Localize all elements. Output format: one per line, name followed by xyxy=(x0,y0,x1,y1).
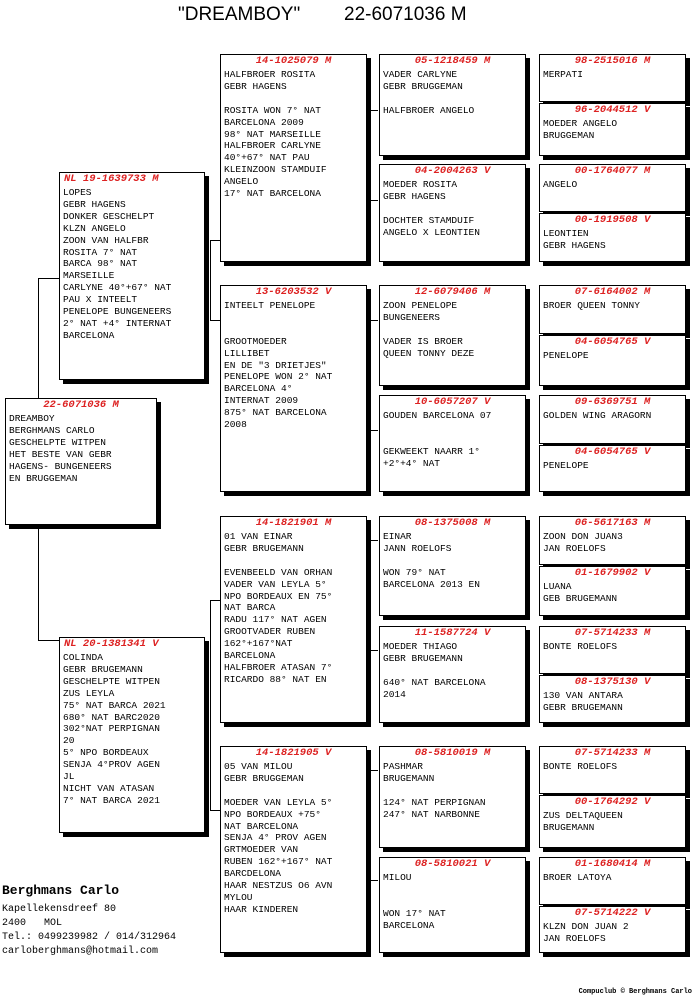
pigeon-info: VADER CARLYNE GEBR BRUGGEMAN HALFBROER ANGELO xyxy=(383,69,475,116)
pigeon-info: 05 VAN MILOU GEBR BRUGGEMAN MOEDER VAN LEYLA 5° NPO BORDEAUX +75° NAT BARCELONA SENJA 4° PROV AGEN GRTMOEDER VAN RUBEN 162°+167° NAT BARCDELONA HAAR NESTZUS O6 AVN MYLOU HAAR KINDEREN xyxy=(224,761,333,915)
ring-number: 12-6079406 M xyxy=(414,286,491,298)
pigeon-info: INTEELT PENELOPE GROOTMOEDER LILLIBET EN DE "3 DRIETJES" PENELOPE WON 2° NAT BARCELONA 4° INTERNAT 2009 875° NAT BARCELONA 2008 xyxy=(224,300,333,431)
ring-number: 96-2044512 V xyxy=(574,104,651,116)
connector-line xyxy=(368,200,378,201)
ancestor-card xyxy=(539,746,686,794)
pigeon-info: MOEDER ROSITA GEBR HAGENS DOCHTER STAMDUIF ANGELO X LEONTIEN xyxy=(383,179,480,238)
ancestor-card xyxy=(539,395,686,444)
pigeon-info: MOEDER ANGELO BRUGGEMAN xyxy=(543,118,618,141)
pigeon-info: KLZN DON JUAN 2 JAN ROELOFS xyxy=(543,921,629,944)
ring-number: 07-5714233 M xyxy=(574,747,651,759)
owner-street: Kapellekensdreef 80 xyxy=(2,904,117,915)
connector-line xyxy=(38,524,39,641)
connector-line xyxy=(368,880,378,881)
ancestor-card xyxy=(539,516,686,565)
great-grandparent-card xyxy=(379,626,526,723)
ring-number: 98-2515016 M xyxy=(574,55,651,67)
ring-number: 08-5810019 M xyxy=(414,747,491,759)
ring-number: 05-1218459 M xyxy=(414,55,491,67)
pigeon-info: ANGELO xyxy=(543,179,578,190)
pigeon-info: PENELOPE xyxy=(543,350,589,361)
ring-number: 01-1679902 V xyxy=(574,567,651,579)
ring-number: NL 20-1381341 V xyxy=(64,638,159,650)
pigeon-info: BROER QUEEN TONNY xyxy=(543,300,640,311)
owner-city: 2400 MOL xyxy=(2,918,63,929)
mother-card xyxy=(59,637,205,833)
pigeon-info: LEONTIEN GEBR HAGENS xyxy=(543,228,606,251)
pigeon-info: EINAR JANN ROELOFS WON 79° NAT BARCELONA 2013 EN xyxy=(383,531,480,590)
ancestor-card xyxy=(539,335,686,386)
subject-card xyxy=(5,398,157,525)
ring-number: 07-6164002 M xyxy=(574,286,651,298)
pigeon-info: GOLDEN WING ARAGORN xyxy=(543,410,652,421)
ring-number: 14-1025079 M xyxy=(255,55,332,67)
pigeon-info: PASHMAR BRUGEMANN 124° NAT PERPIGNAN 247° NAT NARBONNE xyxy=(383,761,486,820)
connector-line xyxy=(38,278,39,399)
owner-email[interactable]: carloberghmans@hotmail.com xyxy=(2,946,159,957)
connector-line xyxy=(38,640,60,641)
father-card xyxy=(59,172,205,380)
ancestor-card xyxy=(539,857,686,905)
great-grandparent-card xyxy=(379,857,526,953)
ancestor-card xyxy=(539,54,686,102)
ring-number: 00-1919508 V xyxy=(574,214,651,226)
ancestor-card xyxy=(539,906,686,953)
connector-line xyxy=(368,110,378,111)
pigeon-info: MILOU WON 17° NAT BARCELONA xyxy=(383,872,446,931)
ancestor-card xyxy=(539,445,686,492)
ancestor-card xyxy=(539,566,686,616)
pigeon-info: BONTE ROELOFS xyxy=(543,761,618,772)
great-grandparent-card xyxy=(379,54,526,156)
pigeon-info: COLINDA GEBR BRUGEMANN GESCHELPTE WITPEN ZUS LEYLA 75° NAT BARCA 2021 680° NAT BARC2020 302°NAT PERPIGNAN 20 5° NPO BORDEAUX SENJA 4°PROV AGEN JL NICHT VAN ATASAN 7° NAT BARCA 2021 xyxy=(63,652,166,806)
grandparent-card xyxy=(220,746,367,953)
grandparent-card xyxy=(220,54,367,262)
pigeon-info: GOUDEN BARCELONA 07 GEKWEEKT NAARR 1° +2°+4° NAT xyxy=(383,410,492,469)
pigeon-info: BROER LATOYA xyxy=(543,872,612,883)
ancestor-card xyxy=(539,164,686,212)
pigeon-info: HALFBROER ROSITA GEBR HAGENS ROSITA WON 7° NAT BARCELONA 2009 98° NAT MARSEILLE HALFBROER CARLYNE 40°+67° NAT PAU KLEINZOON STAMDUIF ANGELO 17° NAT BARCELONA xyxy=(224,69,327,200)
ring-number: 08-1375008 M xyxy=(414,517,491,529)
connector-line xyxy=(210,600,220,601)
connector-line xyxy=(368,540,378,541)
footer-credit: Compuclub © Berghmans Carlo xyxy=(578,988,692,996)
great-grandparent-card xyxy=(379,746,526,848)
connector-line xyxy=(368,320,378,321)
owner-name: Berghmans Carlo xyxy=(2,883,120,898)
grandparent-card xyxy=(220,516,367,723)
ring-number: 04-6054765 V xyxy=(574,446,651,458)
pigeon-info: 01 VAN EINAR GEBR BRUGEMANN EVENBEELD VAN ORHAN VADER VAN LEYLA 5° NPO BORDEAUX EN 75° NAT BARCA RADU 117° NAT AGEN GROOTVADER RUBEN 162°+167°NAT BARCELONA HALFBROER ATASAN 7° RICARDO 88° NAT EN xyxy=(224,531,333,685)
pedigree-ring: 22-6071036 M xyxy=(344,4,467,25)
ring-number: 06-5617163 M xyxy=(574,517,651,529)
ring-number: 08-1375130 V xyxy=(574,676,651,688)
ring-number: 04-2004263 V xyxy=(414,165,491,177)
pigeon-info: 130 VAN ANTARA GEBR BRUGEMANN xyxy=(543,690,623,713)
ring-number: 10-6057207 V xyxy=(414,396,491,408)
ancestor-card xyxy=(539,675,686,723)
ancestor-card xyxy=(539,626,686,674)
connector-line xyxy=(368,770,378,771)
great-grandparent-card xyxy=(379,164,526,262)
connector-line xyxy=(210,600,211,810)
pigeon-info: ZUS DELTAQUEEN BRUGEMANN xyxy=(543,810,623,833)
connector-line xyxy=(368,430,378,431)
pigeon-info: PENELOPE xyxy=(543,460,589,471)
pigeon-info: LUANA GEB BRUGEMANN xyxy=(543,581,618,604)
ancestor-card xyxy=(539,795,686,848)
pigeon-info: BONTE ROELOFS xyxy=(543,641,618,652)
ring-number: 08-5810021 V xyxy=(414,858,491,870)
ring-number: 07-5714222 V xyxy=(574,907,651,919)
ancestor-card xyxy=(539,213,686,262)
pigeon-info: ZOON DON JUAN3 JAN ROELOFS xyxy=(543,531,623,554)
connector-line xyxy=(210,320,220,321)
ring-number: 00-1764292 V xyxy=(574,796,651,808)
connector-line xyxy=(210,810,220,811)
ring-number: 14-1821905 V xyxy=(255,747,332,759)
pedigree-name: "DREAMBOY" xyxy=(178,4,301,25)
connector-line xyxy=(368,650,378,651)
ring-number: 01-1680414 M xyxy=(574,858,651,870)
ancestor-card xyxy=(539,103,686,156)
owner-phone: Tel.: 0499239982 / 014/312964 xyxy=(2,932,177,943)
ancestor-card xyxy=(539,285,686,334)
ring-number: 11-1587724 V xyxy=(414,627,491,639)
ring-number: 13-6203532 V xyxy=(255,286,332,298)
ring-number: NL 19-1639733 M xyxy=(64,173,159,185)
pigeon-info: ZOON PENELOPE BUNGENEERS VADER IS BROER QUEEN TONNY DEZE xyxy=(383,300,475,359)
great-grandparent-card xyxy=(379,516,526,616)
pigeon-info: LOPES GEBR HAGENS DONKER GESCHELPT KLZN ANGELO ZOON VAN HALFBR ROSITA 7° NAT BARCA 98° NAT MARSEILLE CARLYNE 40°+67° NAT PAU X INTEELT PENELOPE BUNGENEERS 2° NAT +4° INTERNAT BARCELONA xyxy=(63,187,172,341)
connector-line xyxy=(210,240,211,320)
connector-line xyxy=(210,240,220,241)
ring-number: 22-6071036 M xyxy=(43,399,119,411)
ring-number: 04-6054765 V xyxy=(574,336,651,348)
ring-number: 14-1821901 M xyxy=(255,517,332,529)
pigeon-info: DREAMBOY BERGHMANS CARLO GESCHELPTE WITPEN HET BESTE VAN GEBR HAGENS- BUNGENEERS EN BRUGGEMAN xyxy=(9,413,112,484)
ring-number: 00-1764077 M xyxy=(574,165,651,177)
great-grandparent-card xyxy=(379,285,526,386)
great-grandparent-card xyxy=(379,395,526,492)
ring-number: 07-5714233 M xyxy=(574,627,651,639)
pigeon-info: MERPATI xyxy=(543,69,583,80)
connector-line xyxy=(38,278,60,279)
ring-number: 09-6369751 M xyxy=(574,396,651,408)
pigeon-info: MOEDER THIAGO GEBR BRUGEMANN 640° NAT BARCELONA 2014 xyxy=(383,641,486,700)
grandparent-card xyxy=(220,285,367,492)
